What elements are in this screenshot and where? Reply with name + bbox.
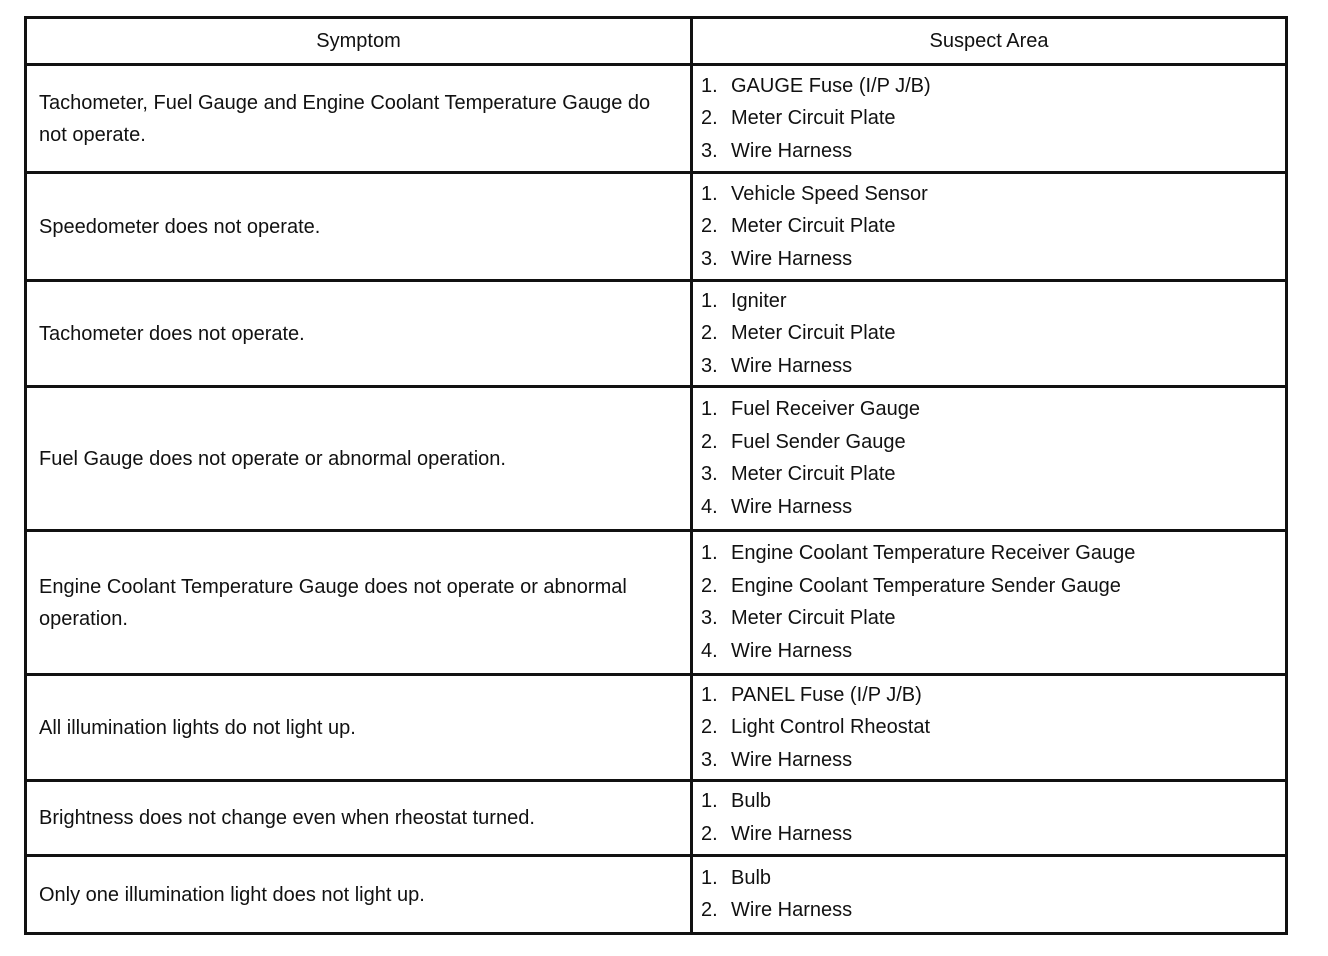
- suspect-list: [701, 679, 930, 777]
- symptom-cell: [27, 174, 693, 279]
- table-row: [27, 63, 1285, 171]
- symptom-text: Engine Coolant Temperature Gauge does not operate or abnormal operation.: [39, 575, 627, 630]
- suspect-label: Engine Coolant Temperature Receiver Gauge: [731, 542, 1136, 565]
- suspect-item: [701, 491, 920, 524]
- symptom-text: Tachometer does not operate.: [39, 322, 305, 345]
- suspect-number: 2.: [701, 574, 718, 597]
- suspect-item: [701, 635, 1135, 668]
- suspect-label: Meter Circuit Plate: [731, 322, 896, 344]
- suspect-item: [701, 744, 930, 777]
- table-row: [27, 279, 1285, 385]
- suspect-number: 1.: [701, 289, 718, 312]
- suspect-list: [701, 285, 896, 383]
- suspect-label: GAUGE Fuse (I/P J/B): [731, 74, 931, 97]
- suspect-item: [701, 538, 1135, 571]
- suspect-item: [701, 285, 896, 318]
- symptom-column-header: Symptom: [27, 19, 693, 63]
- suspect-area-cell: [693, 532, 1285, 673]
- suspect-item: [701, 711, 930, 744]
- suspect-label: Wire Harness: [731, 354, 853, 377]
- suspect-area-cell: [693, 388, 1285, 529]
- suspect-area-cell: [693, 857, 1285, 932]
- suspect-number: 1.: [701, 866, 718, 889]
- suspect-number: 3.: [701, 354, 718, 377]
- suspect-number: 2.: [701, 430, 718, 453]
- suspect-list: [701, 862, 852, 927]
- suspect-number: 4.: [701, 495, 718, 518]
- table-header-row: [27, 19, 1285, 63]
- suspect-item: [701, 394, 920, 427]
- symptom-cell: [27, 388, 693, 529]
- suspect-label: Igniter: [731, 289, 787, 312]
- suspect-number: 3.: [701, 748, 718, 771]
- suspect-item: [701, 895, 852, 928]
- suspect-area-cell: [693, 174, 1285, 279]
- suspect-label: Bulb: [731, 790, 772, 813]
- symptom-cell: [27, 66, 693, 171]
- suspect-item: [701, 317, 896, 350]
- suspect-number: 3.: [701, 247, 718, 270]
- table-body: [27, 63, 1285, 932]
- symptom-cell: [27, 676, 693, 779]
- symptom-text: Brightness does not change even when rheostat turned.: [39, 807, 535, 829]
- suspect-number: 1.: [701, 542, 718, 565]
- suspect-label: Meter Circuit Plate: [731, 107, 896, 129]
- symptom-cell: [27, 857, 693, 932]
- suspect-number: 3.: [701, 607, 718, 630]
- suspect-label: PANEL Fuse (I/P J/B): [731, 683, 922, 706]
- suspect-label: Wire Harness: [731, 639, 853, 662]
- suspect-item: [701, 135, 931, 168]
- suspect-number: 2.: [701, 716, 718, 738]
- table-row: [27, 385, 1285, 529]
- suspect-number: 2.: [701, 107, 718, 129]
- suspect-list: [701, 538, 1135, 668]
- suspect-number: 3.: [701, 463, 718, 486]
- symptom-text: All illumination lights do not light up.: [39, 716, 356, 739]
- suspect-label: Light Control Rheostat: [731, 716, 931, 738]
- suspect-label: Engine Coolant Temperature Sender Gauge: [731, 574, 1121, 597]
- suspect-number: 1.: [701, 398, 718, 421]
- suspect-area-cell: [693, 782, 1285, 854]
- suspect-label: Wire Harness: [731, 139, 853, 162]
- suspect-number: 1.: [701, 182, 718, 205]
- troubleshooting-table: [24, 16, 1288, 935]
- suspect-label: Fuel Sender Gauge: [731, 430, 906, 453]
- suspect-label: Meter Circuit Plate: [731, 463, 896, 486]
- suspect-number: 3.: [701, 139, 718, 162]
- suspect-label: Wire Harness: [731, 495, 853, 518]
- suspect-item: [701, 862, 852, 895]
- table-row: [27, 171, 1285, 279]
- symptom-cell: [27, 782, 693, 854]
- suspect-label: Bulb: [731, 866, 772, 889]
- suspect-item: [701, 603, 1135, 636]
- suspect-number: 4.: [701, 639, 718, 662]
- suspect-area-cell: [693, 282, 1285, 385]
- table-row: [27, 854, 1285, 932]
- symptom-text: Speedometer does not operate.: [39, 215, 321, 238]
- suspect-number: 1.: [701, 683, 718, 706]
- suspect-label: Wire Harness: [731, 899, 853, 922]
- suspect-label: Wire Harness: [731, 748, 853, 771]
- suspect-number: 2.: [701, 899, 718, 922]
- symptom-cell: [27, 282, 693, 385]
- suspect-item: [701, 210, 928, 243]
- symptom-text: Only one illumination light does not light up.: [39, 883, 425, 906]
- symptom-text: Fuel Gauge does not operate or abnormal operation.: [39, 447, 506, 470]
- suspect-item: [701, 243, 928, 276]
- suspect-area-cell: [693, 66, 1285, 171]
- suspect-number: 1.: [701, 790, 718, 813]
- suspect-list: [701, 70, 931, 168]
- suspect-list: [701, 394, 920, 524]
- suspect-number: 2.: [701, 215, 718, 237]
- suspect-item: [701, 459, 920, 492]
- suspect-item: [701, 70, 931, 103]
- suspect-item: [701, 679, 930, 712]
- suspect-item: [701, 102, 931, 135]
- suspect-item: [701, 178, 928, 211]
- table-row: [27, 529, 1285, 673]
- suspect-label: Wire Harness: [731, 822, 853, 845]
- suspect-item: [701, 426, 920, 459]
- suspect-area-column-header: Suspect Area: [929, 29, 1049, 52]
- suspect-number: 2.: [701, 822, 718, 845]
- suspect-label: Meter Circuit Plate: [731, 607, 896, 630]
- suspect-item: [701, 350, 896, 383]
- suspect-item: [701, 818, 852, 851]
- suspect-area-cell: [693, 676, 1285, 779]
- table-row: [27, 673, 1285, 779]
- suspect-list: [701, 786, 852, 851]
- symptom-cell: [27, 532, 693, 673]
- suspect-label: Fuel Receiver Gauge: [731, 398, 920, 421]
- suspect-list: [701, 178, 928, 276]
- symptom-text: Tachometer, Fuel Gauge and Engine Coolant Temperature Gauge do not operate.: [39, 91, 651, 146]
- suspect-label: Wire Harness: [731, 247, 853, 270]
- suspect-item: [701, 786, 852, 819]
- suspect-item: [701, 570, 1135, 603]
- suspect-number: 1.: [701, 74, 718, 97]
- suspect-label: Vehicle Speed Sensor: [731, 182, 928, 205]
- table-row: [27, 779, 1285, 854]
- suspect-label: Meter Circuit Plate: [731, 215, 896, 237]
- suspect-number: 2.: [701, 322, 718, 344]
